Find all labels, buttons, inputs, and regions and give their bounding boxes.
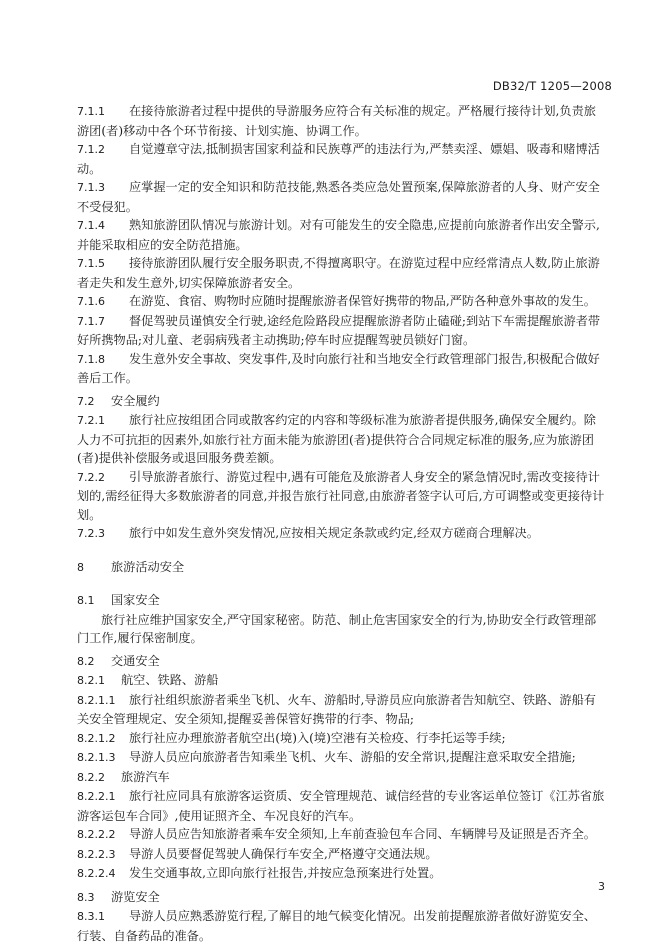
clause-number: 8.2.1.3 bbox=[77, 751, 116, 764]
clause-number: 8.2.2.1 bbox=[77, 790, 116, 803]
clause-8-3 bbox=[77, 888, 607, 908]
clause-8-3-1 bbox=[77, 907, 607, 945]
clause-number: 8.2.1 bbox=[77, 674, 105, 687]
clause-8-2-2-1 bbox=[77, 787, 607, 825]
clause-number: 7.1.8 bbox=[77, 352, 105, 366]
clause-text: 旅行中如发生意外突发情况,应按相关规定条款或约定,经双方磋商合理解决。 bbox=[129, 526, 539, 540]
clause-number: 8.2.2.4 bbox=[77, 867, 116, 880]
clause-8-1 bbox=[77, 591, 607, 611]
clause-7-2-1 bbox=[77, 411, 607, 468]
clause-text: 航空、铁路、游船 bbox=[121, 673, 219, 687]
clause-text-14 bbox=[77, 611, 607, 648]
clause-7-1-7 bbox=[77, 312, 607, 350]
clause-number: 8.2.2.2 bbox=[77, 828, 116, 841]
clause-number: 7.2.2 bbox=[77, 470, 105, 484]
clause-number: 7.1.6 bbox=[77, 295, 105, 308]
clause-8-2-1-1 bbox=[77, 691, 607, 729]
document-code: DB32/T 1205—2008 bbox=[492, 79, 612, 93]
clause-text: 安全履约 bbox=[111, 393, 160, 408]
clause-text: 旅游活动安全 bbox=[111, 559, 185, 574]
clause-number: 8.3 bbox=[77, 890, 95, 904]
clause-8-2-2 bbox=[77, 768, 607, 788]
clause-text: 旅行社应办理旅游者航空出(境)入(境)空港有关检疫、行李托运等手续; bbox=[129, 730, 506, 745]
clause-text: 导游人员应告知旅游者乘车安全须知,上车前查验包车合同、车辆牌号及证照是否齐全。 bbox=[129, 827, 596, 841]
clause-7-1-4 bbox=[77, 216, 607, 254]
clause-7-2 bbox=[77, 392, 607, 412]
clause-number: 8.2.2.3 bbox=[77, 847, 116, 861]
clause-text: 旅行社应同具有旅游客运资质、安全管理规范、诚信经营的专业客运单位签订《江苏省旅游客运包车合同》,使用证照齐全、车况良好的汽车。 bbox=[77, 789, 605, 823]
clause-8-2-1-3 bbox=[77, 748, 607, 768]
clause-text: 游览安全 bbox=[111, 889, 160, 904]
clause-number: 7.1.7 bbox=[77, 314, 105, 328]
clause-text: 旅行社应维护国家安全,严守国家秘密。防范、制止危害国家安全的行为,协助安全行政管理部门工作,履行保密制度。 bbox=[77, 612, 597, 645]
clause-7-1-6 bbox=[77, 292, 607, 312]
clause-text: 导游人员应熟悉游览行程,了解目的地气候变化情况。出发前提醒旅游者做好游览安全、行装、自备药品的准备。 bbox=[77, 909, 596, 943]
clause-7-1-8 bbox=[77, 350, 607, 388]
clause-number: 7.1.3 bbox=[77, 181, 105, 194]
clause-number: 8 bbox=[77, 560, 84, 574]
clause-text: 熟知旅游团队情况与旅游计划。对有可能发生的安全隐患,应提前向旅游者作出安全警示,并能采取相应的安全防范措施。 bbox=[77, 218, 600, 252]
clause-text: 旅行社组织旅游者乘坐飞机、火车、游船时,导游员应向旅游者告知航空、铁路、游船有关安全管理规定、安全须知,提醒妥善保管好携带的行李、物品; bbox=[77, 692, 596, 726]
clause-8-2-1-2 bbox=[77, 729, 607, 749]
clause-number: 7.2 bbox=[77, 394, 95, 408]
clause-7-2-2 bbox=[77, 468, 607, 525]
clause-number: 7.1.1 bbox=[77, 105, 105, 118]
document-body bbox=[77, 102, 607, 945]
clause-7-1-5 bbox=[77, 254, 607, 292]
clause-number: 8.2.2 bbox=[77, 770, 105, 784]
clause-text: 发生意外安全事故、突发事件,及时向旅行社和当地安全行政管理部门报告,积极配合做好善后工作。 bbox=[77, 351, 600, 385]
clause-number: 7.2.1 bbox=[77, 414, 105, 427]
clause-number: 8.2.1.1 bbox=[77, 693, 116, 707]
clause-text: 自觉遵章守法,抵制损害国家利益和民族尊严的违法行为,严禁卖淫、嫖娼、吸毒和赌博活动。 bbox=[77, 142, 600, 176]
clause-8-2 bbox=[77, 652, 607, 672]
clause-8-2-1 bbox=[77, 671, 607, 691]
clause-text: 引导旅游者旅行、游览过程中,遇有可能危及旅游者人身安全的紧急情况时,需改变接待计划的,需经征得大多数旅游者的同意,并报告旅行社同意,由旅游者签字认可后,方可调整或变更接待计划。 bbox=[77, 469, 605, 522]
clause-text: 导游人员应向旅游者告知乘坐飞机、火车、游船的安全常识,提醒注意采取安全措施; bbox=[129, 750, 576, 764]
clause-number: 8.2 bbox=[77, 654, 95, 668]
clause-text: 国家安全 bbox=[111, 593, 160, 607]
clause-number: 7.1.5 bbox=[77, 257, 105, 270]
clause-8-2-2-4 bbox=[77, 864, 607, 884]
clause-number: 8.1 bbox=[77, 594, 95, 607]
clause-7-1-2 bbox=[77, 140, 607, 178]
clause-text: 旅行社应按组团合同或散客约定的内容和等级标准为旅游者提供服务,确保安全履约。除人力不可抗拒的因素外,如旅行社方面未能为旅游团(者)提供符合合同规定标准的服务,应为旅游团(者)提供补偿服务或退回服务费差额。 bbox=[77, 413, 596, 465]
clause-text: 导游人员要督促驾驶人确保行车安全,严格遵守交通法规。 bbox=[129, 846, 438, 861]
clause-text: 应掌握一定的安全知识和防范技能,熟悉各类应急处置预案,保障旅游者的人身、财产安全不受侵犯。 bbox=[77, 180, 600, 214]
clause-number: 7.1.4 bbox=[77, 219, 105, 232]
clause-7-1-1 bbox=[77, 102, 607, 140]
page-number: 3 bbox=[598, 880, 605, 893]
clause-number: 8.3.1 bbox=[77, 910, 105, 923]
clause-text: 接待旅游团队履行安全服务职责,不得擅离职守。在游览过程中应经常清点人数,防止旅游者走失和发生意外,切实保障旅游者安全。 bbox=[77, 256, 600, 290]
clause-text: 在接待旅游者过程中提供的导游服务应符合有关标准的规定。严格履行接待计划,负责旅游团(者)移动中各个环节衔接、计划实施、协调工作。 bbox=[77, 104, 596, 138]
clause-8-2-2-2 bbox=[77, 825, 607, 845]
clause-8 bbox=[77, 558, 607, 578]
clause-number: 7.2.3 bbox=[77, 527, 105, 540]
clause-8-2-2-3 bbox=[77, 845, 607, 865]
clause-number: 7.1.2 bbox=[77, 143, 105, 156]
clause-number: 8.2.1.2 bbox=[77, 731, 116, 745]
clause-text: 在游览、食宿、购物时应随时提醒旅游者保管好携带的物品,严防各种意外事故的发生。 bbox=[129, 294, 596, 308]
clause-7-2-3 bbox=[77, 524, 607, 544]
clause-text: 发生交通事故,立即向旅行社报告,并按应急预案进行处置。 bbox=[129, 866, 442, 880]
clause-7-1-3 bbox=[77, 178, 607, 216]
clause-text: 督促驾驶员谨慎安全行驶,途经危险路段应提醒旅游者防止磕碰;到站下车需提醒旅游者带好所携物品;对儿童、老弱病残者主动携助;停车时应提醒驾驶员锁好门窗。 bbox=[77, 313, 601, 347]
clause-text: 旅游汽车 bbox=[121, 769, 170, 784]
clause-text: 交通安全 bbox=[111, 653, 160, 668]
